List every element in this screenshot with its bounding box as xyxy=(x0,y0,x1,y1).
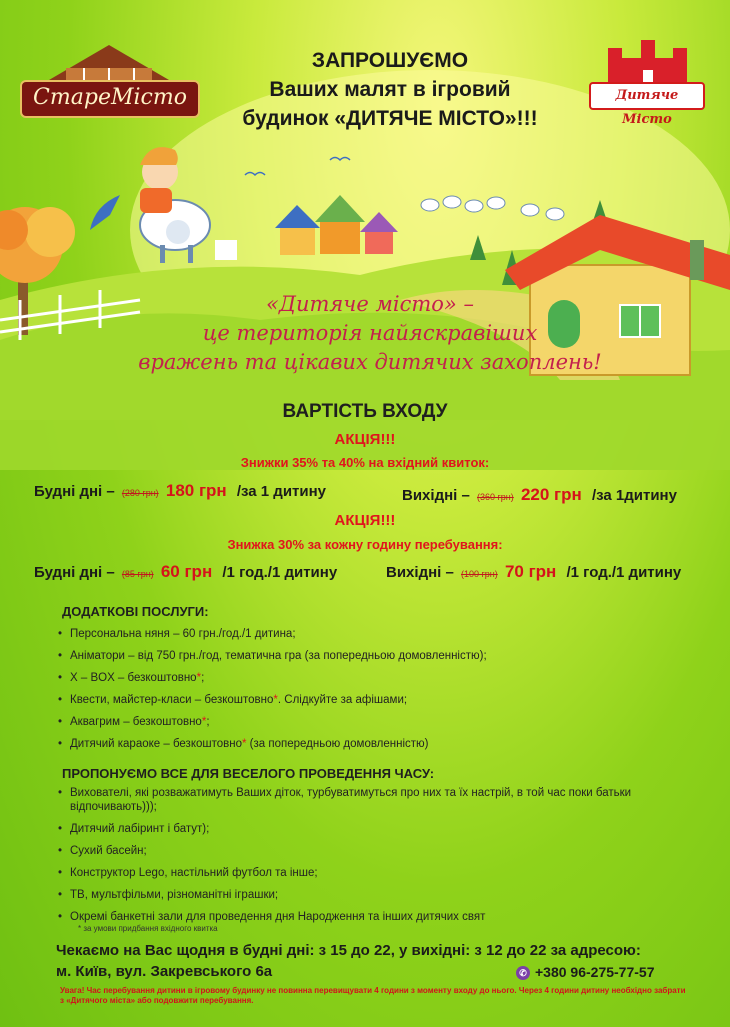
list-item: • Аквагрим – безкоштовно*; xyxy=(58,715,487,729)
weekend-old-price: (360 грн) xyxy=(477,492,514,502)
weekday-new-price: 60 грн xyxy=(160,562,213,581)
opening-hours: Чекаємо на Вас щодня в будні дні: з 15 до 22, у вихідні: з 12 до 22 за адресою: xyxy=(56,942,641,959)
asterisk: * xyxy=(201,716,207,728)
promo2-subtitle: Знижка 30% за кожну годину перебування: xyxy=(227,537,503,552)
list-item: • Дитячий караоке – безкоштовно* (за попередньою домовленністю) xyxy=(58,737,487,751)
pricing-title: ВАРТІСТЬ ВХОДУ xyxy=(282,401,448,422)
weekday-new-price: 180 грн xyxy=(165,481,227,500)
weekend-suffix: /1 год./1 дитину xyxy=(566,564,682,581)
weekend-new-price: 220 грн xyxy=(520,485,582,504)
weekend-old-price: (100 грн) xyxy=(461,569,498,579)
logo-right-text: Дитяче Місто xyxy=(589,82,705,110)
warning-text: Увага! Час перебування дитини в ігровому будинку не повинна перевищувати 4 години з моменту входу до нього. Через 4 години дитину необхідно забрати з «Дитячого міста» або подовжити перебування. xyxy=(60,986,686,1005)
weekend-prefix: Вихідні – xyxy=(402,487,470,504)
building-icon xyxy=(44,40,174,84)
promo2-label: АКЦІЯ!!! xyxy=(334,512,396,529)
list-item: • Вихователі, які розважатимуть Ваших діток, турбуватимуться про них та їх настрій, в той час поки батьки відпочивають))); xyxy=(58,786,631,814)
phone[interactable] xyxy=(516,964,655,980)
logo-left-text: СтареМісто xyxy=(20,80,200,118)
services-title: ДОДАТКОВІ ПОСЛУГИ: xyxy=(62,604,209,619)
address: м. Київ, вул. Закревського 6а xyxy=(56,963,273,980)
weekday-suffix: /за 1 дитину xyxy=(236,483,327,500)
list-item: • Конструктор Lego, настільний футбол та інше; xyxy=(58,866,631,880)
promo1-weekend-price xyxy=(402,485,677,505)
weekend-suffix: /за 1дитину xyxy=(591,487,677,504)
list-item: • Окремі банкетні зали для проведення дня Народження та інших дитячих свят xyxy=(58,910,631,924)
promo2-weekday-price xyxy=(34,562,337,582)
list-item: • Персональна няня – 60 грн./год./1 дитина; xyxy=(58,627,487,641)
weekday-prefix: Будні дні – xyxy=(34,483,115,500)
asterisk: * xyxy=(196,672,202,684)
viber-icon: ✆ xyxy=(516,966,530,980)
list-item: • Аніматори – від 750 грн./год, тематична гра (за попередньою домовленністю); xyxy=(58,649,487,663)
promo1-subtitle: Знижки 35% та 40% на вхідний квиток: xyxy=(240,455,490,470)
promo2-weekend-price xyxy=(386,562,681,582)
weekend-prefix: Вихідні – xyxy=(386,564,454,581)
phone-number[interactable]: +380 96-275-77-57 xyxy=(535,964,655,980)
weekend-new-price: 70 грн xyxy=(504,562,557,581)
weekday-prefix: Будні дні – xyxy=(34,564,115,581)
tagline-line1: «Дитяче місто» – xyxy=(266,292,474,316)
list-item: • X – BOX – безкоштовно*; xyxy=(58,671,487,685)
promo1-label: АКЦІЯ!!! xyxy=(334,431,396,448)
headline-line2: Ваших малят в ігровий xyxy=(269,78,511,101)
logo-stare-misto xyxy=(14,40,199,115)
weekday-old-price: (280 грн) xyxy=(121,488,159,498)
asterisk: * xyxy=(273,694,278,706)
list-item: • Дитячий лабіринт і батут); xyxy=(58,822,631,836)
tagline-line3: вражень та цікавих дитячих захоплень! xyxy=(138,350,602,374)
logo-dytyache-misto xyxy=(583,40,703,127)
list-item: • Сухий басейн; xyxy=(58,844,631,858)
weekday-old-price: (85 грн) xyxy=(121,569,154,579)
list-item: • ТВ, мультфільми, різноманітні іграшки; xyxy=(58,888,631,902)
footnote: * за умови придбання вхідного квитка xyxy=(78,924,218,933)
weekday-suffix: /1 год./1 дитину xyxy=(222,564,338,581)
headline-line3: будинок «ДИТЯЧЕ МІСТО»!!! xyxy=(242,107,538,130)
services-list xyxy=(58,627,487,751)
tagline-line2: це територія найяскравіших xyxy=(202,321,538,345)
castle-icon xyxy=(603,40,693,84)
asterisk: * xyxy=(242,738,247,750)
offers-list xyxy=(58,786,631,924)
offers-title: ПРОПОНУЄМО ВСЕ ДЛЯ ВЕСЕЛОГО ПРОВЕДЕННЯ ЧАСУ: xyxy=(62,766,435,781)
promo1-weekday-price xyxy=(34,481,326,501)
list-item: • Квести, майстер-класи – безкоштовно*. Слідкуйте за афішами; xyxy=(58,693,487,707)
headline-line1: ЗАПРОШУЄМО xyxy=(311,49,469,72)
